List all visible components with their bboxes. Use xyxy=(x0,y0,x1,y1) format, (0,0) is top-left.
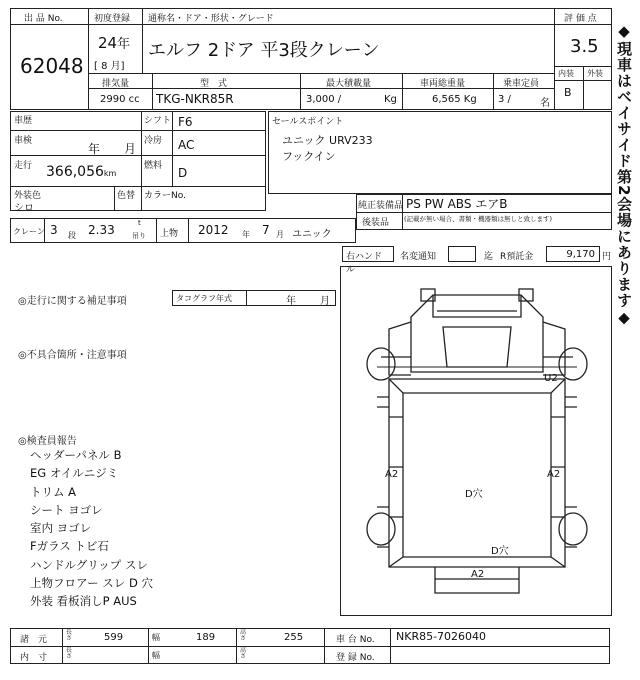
inspector-line: シート ヨゴレ xyxy=(30,502,103,517)
vehicle-name: エルフ 2ドア 平3段クレーン xyxy=(148,40,380,61)
side-note: ◆現車はベイサイド第2会場にあります◆ xyxy=(615,22,633,328)
gross-weight: 6,565 Kg xyxy=(432,94,477,105)
color-label: 外装色 xyxy=(14,191,42,201)
height-label: 高さ xyxy=(240,629,247,642)
capacity-unit: 名 xyxy=(540,98,550,109)
mark-a2-right: A2 xyxy=(547,469,561,480)
inner-height-label: 高さ xyxy=(240,647,247,660)
name-label: 通称名・ドア・形状・グレード xyxy=(148,14,274,24)
inspector-label: ◎検査員報告 xyxy=(18,436,77,447)
crane-year: 2012 xyxy=(198,223,229,237)
crane-year-unit: 年 xyxy=(242,230,250,239)
exterior-label: 外装 xyxy=(587,69,603,78)
chassis-label: 車 台 No. xyxy=(336,635,375,645)
mileage: 366,056km xyxy=(46,164,117,180)
equipment-label: 純正装備品 xyxy=(358,201,404,211)
shift: F6 xyxy=(178,115,193,129)
capacity-label: 乗車定員 xyxy=(503,79,540,89)
driving-notes-label: ◎走行に関する補足事項 xyxy=(18,296,127,307)
inspector-line: ヘッダーパネル B xyxy=(30,448,122,462)
mark-d-hole-rear: D穴 xyxy=(491,546,509,557)
crane-capacity: 2.33 xyxy=(88,223,115,237)
chassis-number: NKR85-7026040 xyxy=(396,630,487,643)
retro-label: 後装品 xyxy=(362,218,390,228)
sales-point-line-2: フックイン xyxy=(282,150,336,163)
inspection-month: 月 xyxy=(124,142,137,156)
name-change-box xyxy=(448,246,476,262)
interior-grade: B xyxy=(564,86,572,99)
ac: AC xyxy=(178,138,195,152)
inspector-line: EG オイルニジミ xyxy=(30,466,119,481)
dims-label: 諸 元 xyxy=(20,635,48,645)
tacho-month: 月 xyxy=(320,296,330,307)
crane-capacity-unit: 吊り xyxy=(132,232,146,240)
recycle-amount: 9,170 xyxy=(546,246,600,262)
crane-maker: ユニック xyxy=(292,229,332,240)
installed-label: 上物 xyxy=(160,229,179,239)
crane-label: クレーン xyxy=(13,227,45,236)
model: TKG-NKR85R xyxy=(156,92,234,106)
gross-weight-label: 車両総重量 xyxy=(420,79,466,89)
deadline-label: 迄 xyxy=(484,252,494,262)
inner-width-label: 幅 xyxy=(152,651,160,660)
grade-score: 3.5 xyxy=(570,36,599,57)
mark-u2: U2 xyxy=(544,373,558,384)
inspection-label: 車検 xyxy=(14,136,33,146)
max-load-label: 最大積載量 xyxy=(326,79,372,89)
mark-d-hole-center: D穴 xyxy=(465,489,483,500)
first-reg-year: 24年 xyxy=(98,34,131,52)
height: 255 xyxy=(284,632,304,643)
inspector-line: 外装 看板消しP AUS xyxy=(30,594,137,609)
interior-label: 内装 xyxy=(558,69,574,78)
mark-a2-left: A2 xyxy=(385,469,399,480)
model-label: 型 式 xyxy=(200,79,228,89)
lot-number: 62048 xyxy=(20,54,84,78)
color-code-label: カラーNo. xyxy=(144,191,186,201)
inspector-line: Fガラス トビ石 xyxy=(30,539,109,554)
reg-label: 登 録 No. xyxy=(336,653,375,663)
tacho-year: 年 xyxy=(286,296,296,307)
shift-label: シフト xyxy=(144,116,172,126)
left-info-grid xyxy=(10,111,266,211)
name-change-label: 名変通知 xyxy=(400,252,437,262)
crane-stages: 3 xyxy=(50,223,58,237)
sales-point-label: セールスポイント xyxy=(272,117,344,127)
retro-note: (記載が無い場合、書類・機器類は無しと致します) xyxy=(404,215,553,223)
truck-diagram-box xyxy=(340,266,612,616)
first-reg-month: [ 8 月] xyxy=(94,61,125,72)
inspector-line: ハンドルグリップ スレ xyxy=(30,557,148,572)
defects-label: ◎不具合箇所・注意事項 xyxy=(18,350,127,361)
crane-month-unit: 月 xyxy=(276,230,284,239)
mark-a2-rear: A2 xyxy=(471,569,485,580)
inspector-line: トリム A xyxy=(30,484,77,499)
mileage-label: 走行 xyxy=(14,161,33,171)
max-load-unit: Kg xyxy=(384,94,397,105)
inspector-line: 室内 ヨゴレ xyxy=(30,521,92,536)
color-no-label: 色替 xyxy=(117,191,136,201)
width: 189 xyxy=(196,632,216,643)
length: 599 xyxy=(104,632,124,643)
rhd-badge: 右ハンドル xyxy=(342,246,394,262)
sales-point-line-1: ユニック URV233 xyxy=(282,134,373,147)
width-label: 幅 xyxy=(152,633,160,642)
first-reg-label: 初度登録 xyxy=(94,14,131,24)
inner-len-label: 長さ xyxy=(66,647,73,660)
equipment-value: PS PW ABS エアB xyxy=(406,197,508,211)
max-load: 3,000 / xyxy=(306,94,342,105)
crane-stages-unit: 段 xyxy=(68,231,76,240)
inspection-year: 年 xyxy=(88,142,101,156)
len-label: 長さ xyxy=(66,629,73,642)
recycle-label: R預託金 xyxy=(500,252,534,262)
fuel: D xyxy=(178,166,188,180)
displacement: 2990 cc xyxy=(100,94,140,105)
inspector-line: 上物フロアー スレ D 穴 xyxy=(30,576,153,591)
inspector-report xyxy=(30,446,153,611)
displacement-label: 排気量 xyxy=(102,79,130,89)
crane-capacity-unit-top: t xyxy=(138,219,141,227)
history-label: 車歴 xyxy=(14,116,33,126)
tacho-label: タコグラフ年式 xyxy=(176,294,232,303)
fuel-label: 燃料 xyxy=(144,161,163,171)
inner-label: 内 寸 xyxy=(20,653,48,663)
color: シロ xyxy=(14,203,34,214)
ac-label: 冷房 xyxy=(144,136,163,146)
crane-month: 7 xyxy=(262,223,270,237)
lot-label: 出 品 No. xyxy=(24,14,63,24)
recycle-unit: 円 xyxy=(602,252,612,262)
truck-diagram xyxy=(341,267,613,617)
grade-label: 評 価 点 xyxy=(564,14,597,24)
capacity: 3 / xyxy=(498,94,511,105)
